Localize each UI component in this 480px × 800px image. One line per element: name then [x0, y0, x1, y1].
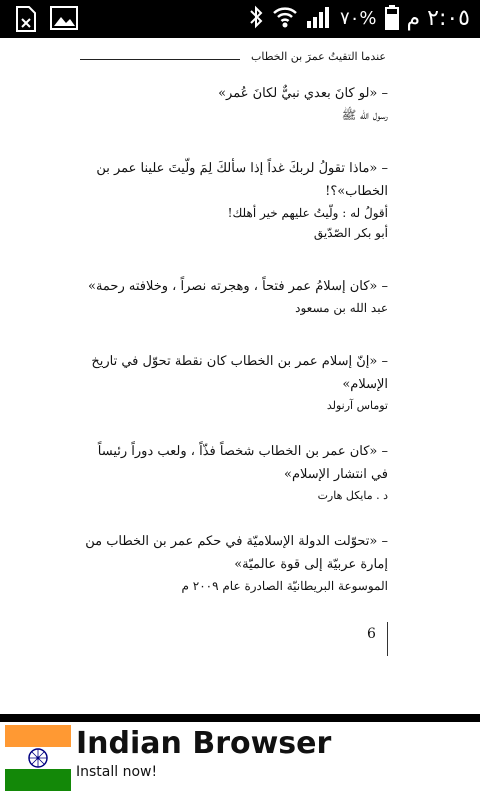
- ad-banner[interactable]: [0, 722, 480, 800]
- quote-text: – «لو كانَ بعدي نبيٌّ لكانَ عُمر»: [218, 86, 388, 101]
- quotes-content: [82, 82, 388, 596]
- page-number: 6: [367, 626, 376, 642]
- header-rule: [80, 59, 240, 60]
- quote-source: رسول الله ﷺ: [341, 108, 388, 122]
- quote-source: د . مايكل هارت: [317, 489, 388, 502]
- battery-percent: ٧٠%: [340, 8, 377, 29]
- quote-text: – «إنّ إسلام عمر بن الخطاب كان نقطة تحوّل في تاريخ الإسلام»: [91, 354, 388, 392]
- running-header: [80, 50, 386, 70]
- divider-bar: [0, 714, 480, 722]
- bluetooth-icon: [248, 4, 264, 34]
- header-title: عندما التقيتُ عمرَ بن الخطاب: [251, 50, 386, 63]
- quote-source: الموسوعة البريطانيّة الصادرة عام ٢٠٠٩ م: [181, 579, 388, 593]
- quote-source: أبو بكر الصّدّيق: [313, 226, 388, 240]
- quote-source: توماس آرنولد: [326, 399, 388, 412]
- sim-card-icon: [14, 6, 38, 36]
- india-flag-icon[interactable]: [5, 725, 71, 791]
- ad-title[interactable]: Indian Browser: [76, 726, 332, 761]
- status-bar: [0, 0, 480, 38]
- signal-icon: [306, 5, 332, 33]
- image-icon: [50, 6, 78, 36]
- quote-text: – «تحوّلت الدولة الإسلاميّة في حكم عمر بن الخطاب من إمارة عربيّة إلى قوة عالميّة»: [85, 534, 388, 572]
- quote-text: – «كان عمر بن الخطاب شخصاً فذّاً ، ولعب دوراً رئيساً في انتشار الإسلام»: [97, 444, 388, 482]
- quote-source: عبد الله بن مسعود: [295, 301, 388, 315]
- clock: ٢:٠٥ م: [406, 6, 470, 31]
- page-number-rule: [387, 622, 388, 656]
- quote-text: – «كان إسلامُ عمر فتحاً ، وهجرته نصراً ، وخلافته رحمة»: [87, 279, 388, 294]
- ad-install-link[interactable]: Install now!: [76, 764, 158, 780]
- wifi-icon: [272, 5, 298, 33]
- book-page[interactable]: [0, 38, 480, 722]
- battery-icon: [385, 4, 399, 34]
- quote-text: – «ماذا تقولُ لربكَ غداً إذا سألكَ لِمَ ولّيتَ علينا عمر بن الخطاب»؟!: [96, 161, 388, 199]
- quote-reply: أقولُ له : ولّيتُ عليهم خير أهلك!: [227, 206, 388, 220]
